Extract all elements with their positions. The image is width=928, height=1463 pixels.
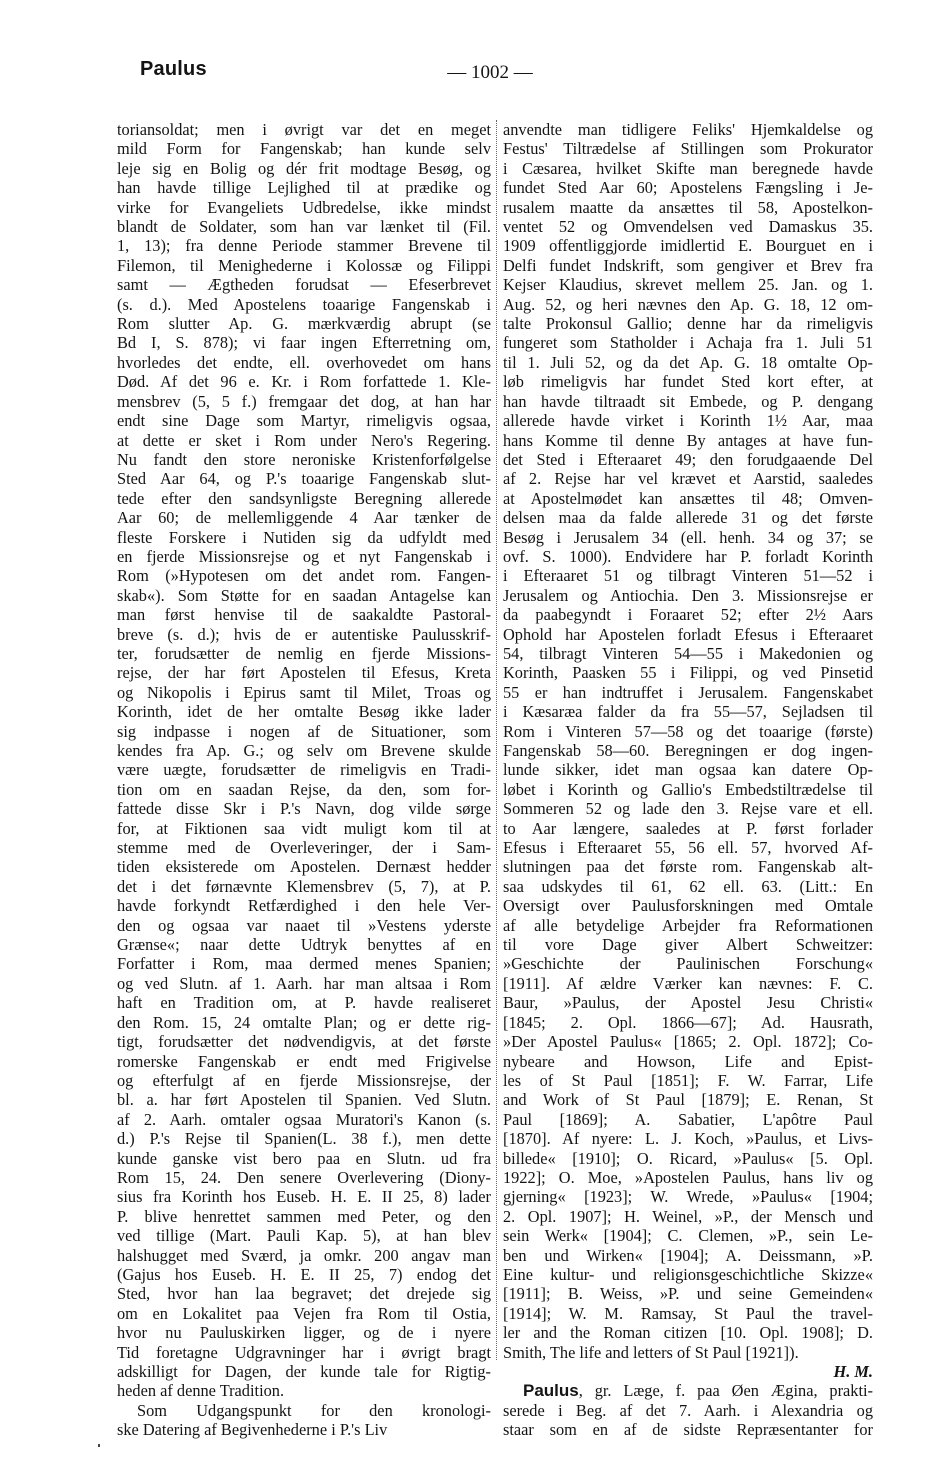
text-line: rusalem maatte da ansættes til 58, Apostelkon- (503, 197, 873, 217)
text-line: løb rimeligvis har fundet Sted kort efter, at (503, 372, 873, 392)
text-line: Sommeren 52 og lade den 3. Rejse vare et ell. (503, 799, 873, 819)
text-line: [1911]; B. Weiss, »P. und seine Gemeinden« (503, 1284, 873, 1304)
text-line: delsen maa da falde allerede 31 og det første (503, 508, 873, 528)
text-line: fattede disse Skr i P.'s Navn, dog vilde sørge (117, 799, 491, 819)
text-line: ovf. S. 1000). Endvidere har P. forladt Korinth (503, 546, 873, 566)
text-line: han havde tillige Lejlighed til at prædike og (117, 178, 491, 198)
text-line: og ved Slutn. af 1. Aarh. har man altsaa i Rom (117, 973, 491, 993)
left-column (117, 120, 491, 1440)
text-line: Død. Af det 96 e. Kr. i Rom forfattede 1. Kle- (117, 372, 491, 392)
text-line: fundet Sted Aar 60; Apostelens Fængsling i Je- (503, 178, 873, 198)
text-line: les of St Paul [1851]; F. W. Farrar, Life (503, 1070, 873, 1090)
text-line: halshugget med Sværd, ja omkr. 200 angav man (117, 1245, 491, 1265)
right-column (503, 120, 873, 1440)
text-line: en fjerde Missionsrejse og et nyt Fangenskab i (117, 546, 491, 566)
text-line: Jerusalem og Antiochia. Den 3. Missionsrejse er (503, 585, 873, 605)
text-line: endt sine Dage som Martyr, rimeligvis ogsaa, (117, 411, 491, 431)
text-line: tion om en saadan Rejse, da den, som for- (117, 779, 491, 799)
text-line: til 1. Juli 52, og da det Ap. G. 18 omtalte Op- (503, 352, 873, 372)
text-line: slutningen paa det første rom. Fangenskab alt- (503, 857, 873, 877)
text-line: Efesus i Efteraaret 55, 56 ell. 57, hvorved Af- (503, 838, 873, 858)
text-line: Forfatter i Rom, maa dermed menes Spanien; (117, 954, 491, 974)
text-line: Smith, The life and letters of St Paul [1921]). (503, 1342, 799, 1362)
text-line: den Rom. 15, 24 omtalte Plan; og er dette rig- (117, 1012, 491, 1032)
text-line: 1922]; O. Moe, »Apostelen Paulus, hans liv og (503, 1167, 873, 1187)
text-line: (s. d.). Med Apostelens toaarige Fangenskab i (117, 294, 491, 314)
text-line: Som Udgangspunkt for den kronologi- (137, 1400, 491, 1420)
text-line: ved tillige (Mart. Pauli Kap. 5), at han blev (117, 1226, 491, 1246)
text-line: to Aar længere, saaledes at P. først forlader (503, 818, 873, 838)
text-line: hvorledes det endte, ell. overhovedet om hans (117, 352, 491, 372)
text-line: toriansoldat; men i øvrigt var det en meget (117, 120, 491, 139)
text-line: Kejser Klaudius, skrevet mellem 25. Jan. og 1. (503, 275, 873, 295)
text-line: hvor nu Pauluskirken ligger, og de i nyere (117, 1323, 491, 1343)
next-entry-line (503, 1381, 873, 1400)
text-line: af alle betydelige Arbejder fra Reformationen (503, 915, 873, 935)
text-line: and Work of St Paul [1879]; E. Renan, St (503, 1090, 873, 1110)
next-entry-line: staar som en af de sidste Repræsentanter for (503, 1420, 873, 1440)
text-line: (Gajus hos Euseb. H. E. II 25, 7) endog det (117, 1264, 491, 1284)
text-line: Sted, hvor han laa begravet; det drejede sig (117, 1284, 491, 1304)
text-line: 55 er han indtruffet i Jerusalem. Fangenskabet (503, 682, 873, 702)
text-line: Sted Aar 64, og P.'s toaarige Fangenskab slut- (117, 469, 491, 489)
text-line: for, at Fiktionen saa vidt muligt kom til at (117, 818, 491, 838)
text-line: det i det førnævnte Klemensbrev (5, 7), at P. (117, 876, 491, 896)
text-line: Rom i Vinteren 57—58 og det toaarige (første) (503, 721, 873, 741)
page-number: — 1002 — (447, 62, 533, 83)
text-line: havde forkyndt Retfærdighed i den hele Ver- (117, 896, 491, 916)
text-line: [1911]. Af ældre Værker kan nævnes: F. C. (503, 973, 873, 993)
text-line: om en Lokalitet paa Vejen fra Rom til Ostia, (117, 1303, 491, 1323)
text-line: virke for Evangeliets Udbredelse, ikke mindst (117, 197, 491, 217)
text-line: Rom slutter Ap. G. mærkværdig abrupt (se (117, 314, 491, 334)
text-line: det Sted i Efteraaret 49; den forudgaaende Del (503, 449, 873, 469)
text-line: i Kæsaræa falder da fra 55—57, Sejladsen til (503, 702, 873, 722)
text-line: Eine kultur- und religionsgeschichtliche Skizze« (503, 1264, 873, 1284)
text-line: [1870]. Af nyere: L. J. Koch, »Paulus, et Livs- (503, 1129, 873, 1149)
text-line: »Der Apostel Paulus« [1865; 2. Opl. 1872]; Co- (503, 1032, 873, 1052)
text-line: Aar 60; de mellemliggende 4 Aar tænker de (117, 508, 491, 528)
text-line: fleste Forskere i Nutiden sig da udfyldt med (117, 527, 491, 547)
text-line: blandt de Soldater, som han var lænket til (Fil. (117, 217, 491, 237)
text-line: heden af denne Tradition. (117, 1381, 285, 1401)
text-line: mild Form for Fangenskab; han kunde selv (117, 139, 491, 159)
text-line: kendes fra Ap. G.; og selv om Brevene skulde (117, 741, 491, 760)
running-head: Paulus (140, 58, 207, 80)
text-line: romerske Fangenskab er endt med Frigivelse (117, 1051, 491, 1071)
text-line: til vore Dage giver Albert Schweitzer: (503, 935, 873, 955)
text-line: hans Komme til denne By antages at have fun- (503, 430, 873, 450)
text-line: tede efter den sandsynligste Beregning allerede (117, 488, 491, 508)
text-line: fungeret som Statholder i Achaja fra 1. Juli 51 (503, 333, 873, 353)
text-line: kunde ganske vist bero paa en Slutn. ud fra (117, 1148, 491, 1168)
text-line: breve (s. d.); hvis de er autentiske Paulusskrif- (117, 624, 491, 644)
text-line: Korinth, Paasken 55 i Filippi, og ved Pinsetid (503, 663, 873, 683)
text-line: ben und Wirken« [1904]; A. Deissmann, »P. (503, 1245, 873, 1265)
text-line: og Nikopolis i Epirus samt til Milet, Troas og (117, 682, 491, 702)
text-line: Besøg i Jerusalem 34 (ell. henh. 34 og 37; se (503, 527, 873, 547)
text-line: talte Prokonsul Gallio; denne har da rimeligvis (503, 314, 873, 334)
text-line: sig indpasse i nogen af de Situationer, som (117, 721, 491, 741)
column-divider (496, 120, 497, 1360)
text-line: P. blive henrettet sammen med Peter, og den (117, 1206, 491, 1226)
text-line: tiden eksisterede om Apostelen. Dernæst hedder (117, 857, 491, 877)
text-line: d.) P.'s Rejse til Spanien(L. 38 f.), men dette (117, 1129, 491, 1149)
text-line: Aug. 52, og heri nævnes den Ap. G. 18, 12 om- (503, 294, 873, 314)
next-entry (503, 1381, 873, 1439)
entry-headword: Paulus (523, 1381, 579, 1401)
text-line: Oversigt over Paulusforskningen med Omtale (503, 896, 873, 916)
text-line: Rom 15, 24. Den senere Overlevering (Diony- (117, 1167, 491, 1187)
text-line: anvendte man tidligere Feliks' Hjemkaldelse og (503, 120, 873, 139)
text-line: Delfi fundet Indskrift, som gengiver et Brev fra (503, 255, 873, 275)
text-line: stemme med de Overleveringer, der i Sam- (117, 838, 491, 858)
entry-text: , gr. Læge, f. paa Øen Ægina, prakti- (578, 1381, 873, 1401)
text-line: adskilligt for Dagen, der kunde tale for Rigtig- (117, 1362, 491, 1381)
text-line: 1909 offentliggjorde imidlertid E. Bourguet en i (503, 236, 873, 256)
text-line: løbet i Korinth og Gallio's Embedstiltrædelse til (503, 779, 873, 799)
text-line: af 2. Aarh. omtaler ogsaa Muratori's Kanon (s. (117, 1109, 491, 1129)
text-line: man først henvise til de saakaldte Pastoral- (117, 605, 491, 625)
text-line: i Cæsarea, hvilket Skifte man beregnede havde (503, 158, 873, 178)
text-line: Bd I, S. 878); vi faar ingen Efterretning om, (117, 333, 491, 353)
text-line: 54, tilbragt Vinteren 54—55 i Makedonien og (503, 643, 873, 663)
text-line: Filemon, til Menighederne i Kolossæ og Filippi (117, 255, 491, 275)
text-line: skab«). Som Støtte for en saadan Antagelse kan (117, 585, 491, 605)
text-line: saa udskydes til 61, 62 ell. 63. (Litt.: En (503, 876, 873, 896)
text-line: den og ogsaa var naaet til »Vestens yderste (117, 915, 491, 935)
text-line: [1914]; W. M. Ramsay, St Paul the travel- (503, 1303, 873, 1323)
text-line: Festus' Tiltrædelse af Stillingen som Prokurator (503, 139, 873, 159)
text-line: Fangenskab 58—60. Beregningen er dog ingen- (503, 741, 873, 760)
text-line: Ophold har Apostelen forladt Efesus i Efteraaret (503, 624, 873, 644)
text-line: og efterfulgt af en fjerde Missionsrejse, der (117, 1070, 491, 1090)
text-line: Tid foretagne Udgravninger har i øvrigt bragt (117, 1342, 491, 1362)
text-line: Paul [1869]; A. Sabatier, L'apôtre Paul (503, 1109, 873, 1129)
text-line: at Apostelmødet kan ansættes til 48; Omven- (503, 488, 873, 508)
text-line: haft en Tradition om, at P. havde realiseret (117, 993, 491, 1013)
text-line: ske Datering af Begivenhederne i P.'s Liv (117, 1420, 388, 1440)
text-line: 2. Opl. 1907]; H. Weinel, »P., der Mensch und (503, 1206, 873, 1226)
text-line: »Geschichte der Paulinischen Forschung« (503, 954, 873, 974)
text-line: gjerning« [1923]; W. Wrede, »Paulus« [1904; (503, 1187, 873, 1207)
author-initials: H. M. (833, 1362, 873, 1381)
text-line: billede« [1910]; O. Ricard, »Paulus« [5. Opl. (503, 1148, 873, 1168)
text-line: ventet 52 og Omvendelsen ved Damaskus 35. (503, 217, 873, 237)
text-line: da paabegyndt i Foraaret 52; efter 2½ Aars (503, 605, 873, 625)
next-entry-line: serede i Beg. af det 7. Aarh. i Alexandria og (503, 1400, 873, 1420)
text-line: han havde tiltraadt sit Embede, og P. dengang (503, 391, 873, 411)
text-line: leje sig en Bolig og dér frit modtage Besøg, og (117, 158, 491, 178)
text-line: lunde sikker, idet man ogsaa kan datere Op- (503, 760, 873, 780)
text-line: Rom (»Hypotesen om det andet rom. Fangen- (117, 566, 491, 586)
text-line: bl. a. har ført Apostelen til Spanien. Ved Slutn. (117, 1090, 491, 1110)
scan-speck (98, 1444, 100, 1447)
text-line: allerede havde virket i Korinth 1½ Aar, maa (503, 411, 873, 431)
text-line: rejse, der har ført Apostelen til Efesus, Kreta (117, 663, 491, 683)
text-line: sius fra Korinth hos Euseb. H. E. II 25, 8) lader (117, 1187, 491, 1207)
text-line: Baur, »Paulus, der Apostel Jesu Christi« (503, 993, 873, 1013)
text-line: nybeare and Howson, Life and Epist- (503, 1051, 873, 1071)
text-line: Nu fandt den store neroniske Kristenforfølgelse (117, 449, 491, 469)
text-line: tigt, forudsætter det nødvendigvis, at det første (117, 1032, 491, 1052)
right-column-body (503, 120, 873, 1381)
text-line: i Efteraaret 51 og tilbragt Vinteren 51—52 i (503, 566, 873, 586)
text-line: ler and the Roman citizen [10. Opl. 1908]; D. (503, 1323, 873, 1343)
text-line: 1, 13); fra denne Periode stammer Brevene til (117, 236, 491, 256)
text-line: ter, forudsætter de nemlig en fjerde Missions- (117, 643, 491, 663)
text-line: af 2. Rejse har vel krævet et Aarstid, saaledes (503, 469, 873, 489)
text-line: sein Werk« [1904]; C. Clemen, »P., sein Le- (503, 1226, 873, 1246)
text-line: [1845; 2. Opl. 1866—67]; Ad. Hausrath, (503, 1012, 873, 1032)
text-line: mensbrev (5, 5 f.) fremgaar det dog, at han har (117, 391, 491, 411)
text-line: Korinth, idet de her omtalte Besøg ikke lader (117, 702, 491, 722)
text-line: være uægte, forudsætter de rimeligvis en Tradi- (117, 760, 491, 780)
text-line: Grænse«; naar dette Udtryk benyttes af en (117, 935, 491, 955)
text-line: samt — Ægtheden forudsat — Efeserbrevet (117, 275, 491, 295)
text-line: at dette er sket i Rom under Nero's Regering. (117, 430, 491, 450)
